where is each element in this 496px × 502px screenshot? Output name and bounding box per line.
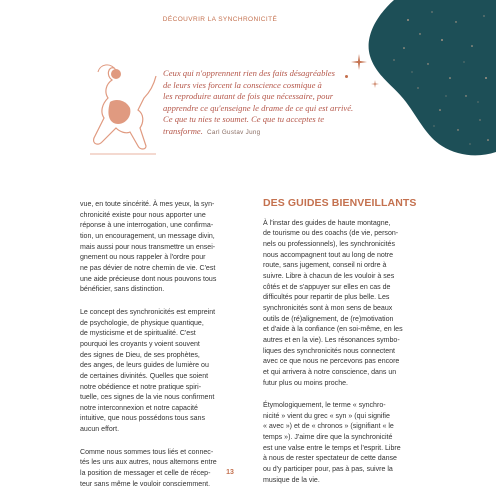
section-title: DES GUIDES BIENVEILLANTS — [263, 197, 417, 209]
running-head: DÉCOUVRIR LA SYNCHRONICITÉ — [162, 16, 278, 23]
left-paragraph-2: Le concept des synchronicités est empreint de psychologie, de physique quantique, de mysticisme et de spiritualité. C'est pourquoi les croyants y voient souvent des signes de Dieu, de ses prophètes, des anges, de leurs guides de lumière ou de certaines divinités. Quelles que soient notre obédience et notre pratique spiri- tuelle, ces signes de la vie nous confirment notre interconnexion et notre capacité intuitive, que nous possédons tous sans aucun effort. — [80, 308, 216, 434]
right-paragraph-1: À l'instar des guides de haute montagne, de tourisme ou des coachs (de vie, person- nels ou professionnels), les synchronicités nous accompagnent tout au long de notre route, sans jugement, conseil ni ordre à suivre. Libre à chacun de les vouloir à ses côtés et de s'appuyer sur elles en cas de difficultés pour repartir de plus belle. Les synchronicités sont à mon sens de beaux outils de (ré)alignement, de (re)motivation et d'aide à la confiance (en soi-même, en les autres et en la vie). Les résonances symbo- liques des synchronicités nous connectent avec ce que nous ne percevons pas encore et qui arrivera à notre conscience, dans un futur plus ou moins proche. — [263, 219, 403, 387]
left-column — [80, 200, 245, 502]
quote-author: Carl Gustav Jung — [207, 128, 261, 136]
epigraph-quote — [163, 68, 408, 139]
right-paragraph-2: Étymologiquement, le terme « synchro- nicité » vient du grec « syn » (qui signifie « avec ») et de « chronos » (signifiant « le temps »). J'aime dire que la synchronicité est une valse entre le temps et l'esprit. Libre à nous de rester spectateur de cette danse ou d'y participer pour, pas à pas, suivre la musique de la vie. — [263, 402, 401, 484]
dancing-woman-illustration — [86, 58, 164, 158]
left-paragraph-3: Comme nous sommes tous liés et connec- tés les uns aux autres, nous alternons entre la position de messager et celle de récep- teur sans même le vouloir consciemment. — [80, 448, 217, 488]
right-column — [263, 197, 423, 498]
left-paragraph-1: vue, en toute sincérité. À mes yeux, la syn- chronicité existe pour nous apporter une réponse à une interrogation, une confirma- tion, un encouragement, un message divin, mais aussi pour nous transmettre un ensei- gnement ou nous rappeler à l'ordre pour ne pas dévier de notre chemin de vie. C'est une aide précieuse dont nous pouvons tous bénéficier, sans distinction. — [80, 201, 217, 294]
quote-text: Ceux qui n'opprennent rien des faits désagréables de leurs vies forcent la conscience cosmique à les reproduire autant de fois que nécessaire, pour apprendre ce qu'enseigne le drame de ce qui est arrivé. Ce que tu nies te soumet. Ce que tu acceptes te transforme. — [163, 68, 354, 136]
page-number: 13 — [226, 469, 234, 476]
